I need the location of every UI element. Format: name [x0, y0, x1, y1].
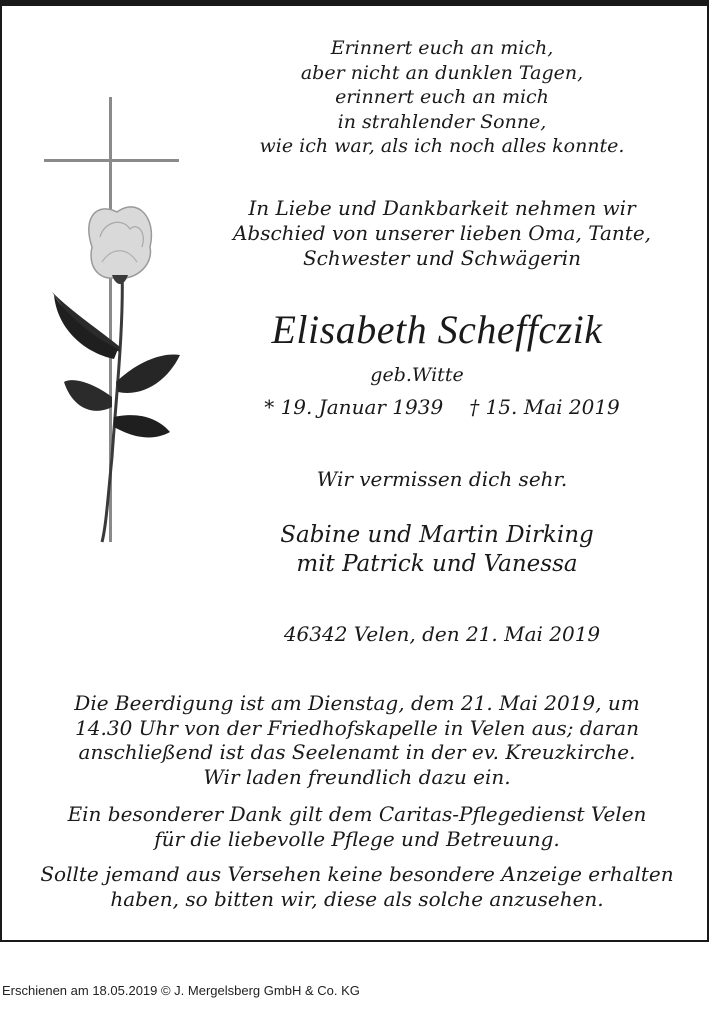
funeral-line: Wir laden freundlich dazu ein.: [203, 764, 511, 789]
thanks-line: für die liebevolle Pflege und Betreuung.: [154, 826, 560, 851]
family-signature: [202, 521, 672, 579]
thanks-note: [22, 802, 692, 851]
rose-icon: [52, 207, 180, 542]
poem-line: erinnert euch an mich: [335, 86, 549, 108]
place-and-date: [222, 621, 662, 647]
cross-and-rose-decoration: [42, 97, 187, 547]
missing-message-text: Wir vermissen dich sehr.: [316, 467, 568, 491]
family-line: mit Patrick und Vanessa: [296, 551, 578, 577]
maiden-name: [292, 363, 542, 387]
thanks-line: Ein besonderer Dank gilt dem Caritas-Pflegedienst Velen: [67, 802, 647, 826]
request-line: Sollte jemand aus Versehen keine besondere Anzeige erhalten: [40, 862, 674, 886]
poem-line: Erinnert euch an mich,: [330, 37, 554, 59]
memorial-poem: [202, 36, 682, 159]
death-date: † 15. Mai 2019: [469, 395, 620, 419]
farewell-text: [187, 196, 697, 271]
missing-message: [242, 466, 642, 492]
request-line: haben, so bitten wir, diese als solche anzusehen.: [110, 886, 604, 911]
maiden-name-text: geb.Witte: [370, 364, 464, 386]
farewell-line: Abschied von unserer lieben Oma, Tante,: [232, 221, 652, 245]
poem-line: in strahlender Sonne,: [337, 110, 547, 133]
funeral-info: [22, 691, 692, 789]
family-line: Sabine und Martin Dirking: [280, 522, 594, 548]
notice-request: [22, 862, 692, 911]
deceased-name-text: Elisabeth Scheffczik: [271, 307, 603, 352]
funeral-line: Die Beerdigung ist am Dienstag, dem 21. Mai 2019, um: [74, 691, 640, 715]
birth-date: * 19. Januar 1939: [264, 395, 444, 419]
publication-footer: Erschienen am 18.05.2019 © J. Mergelsberg GmbH & Co. KG: [2, 983, 360, 998]
life-dates: [222, 394, 662, 420]
poem-line: aber nicht an dunklen Tagen,: [300, 61, 584, 84]
place-and-date-text: 46342 Velen, den 21. Mai 2019: [283, 622, 601, 646]
funeral-line: anschließend ist das Seelenamt in der ev. Kreuzkirche.: [78, 740, 636, 764]
funeral-line: 14.30 Uhr von der Friedhofskapelle in Velen aus; daran: [75, 715, 639, 740]
farewell-line: Schwester und Schwägerin: [302, 246, 582, 270]
deceased-name: [197, 304, 677, 356]
farewell-line: In Liebe und Dankbarkeit nehmen wir: [248, 196, 636, 220]
poem-line: wie ich war, als ich noch alles konnte.: [259, 135, 625, 157]
